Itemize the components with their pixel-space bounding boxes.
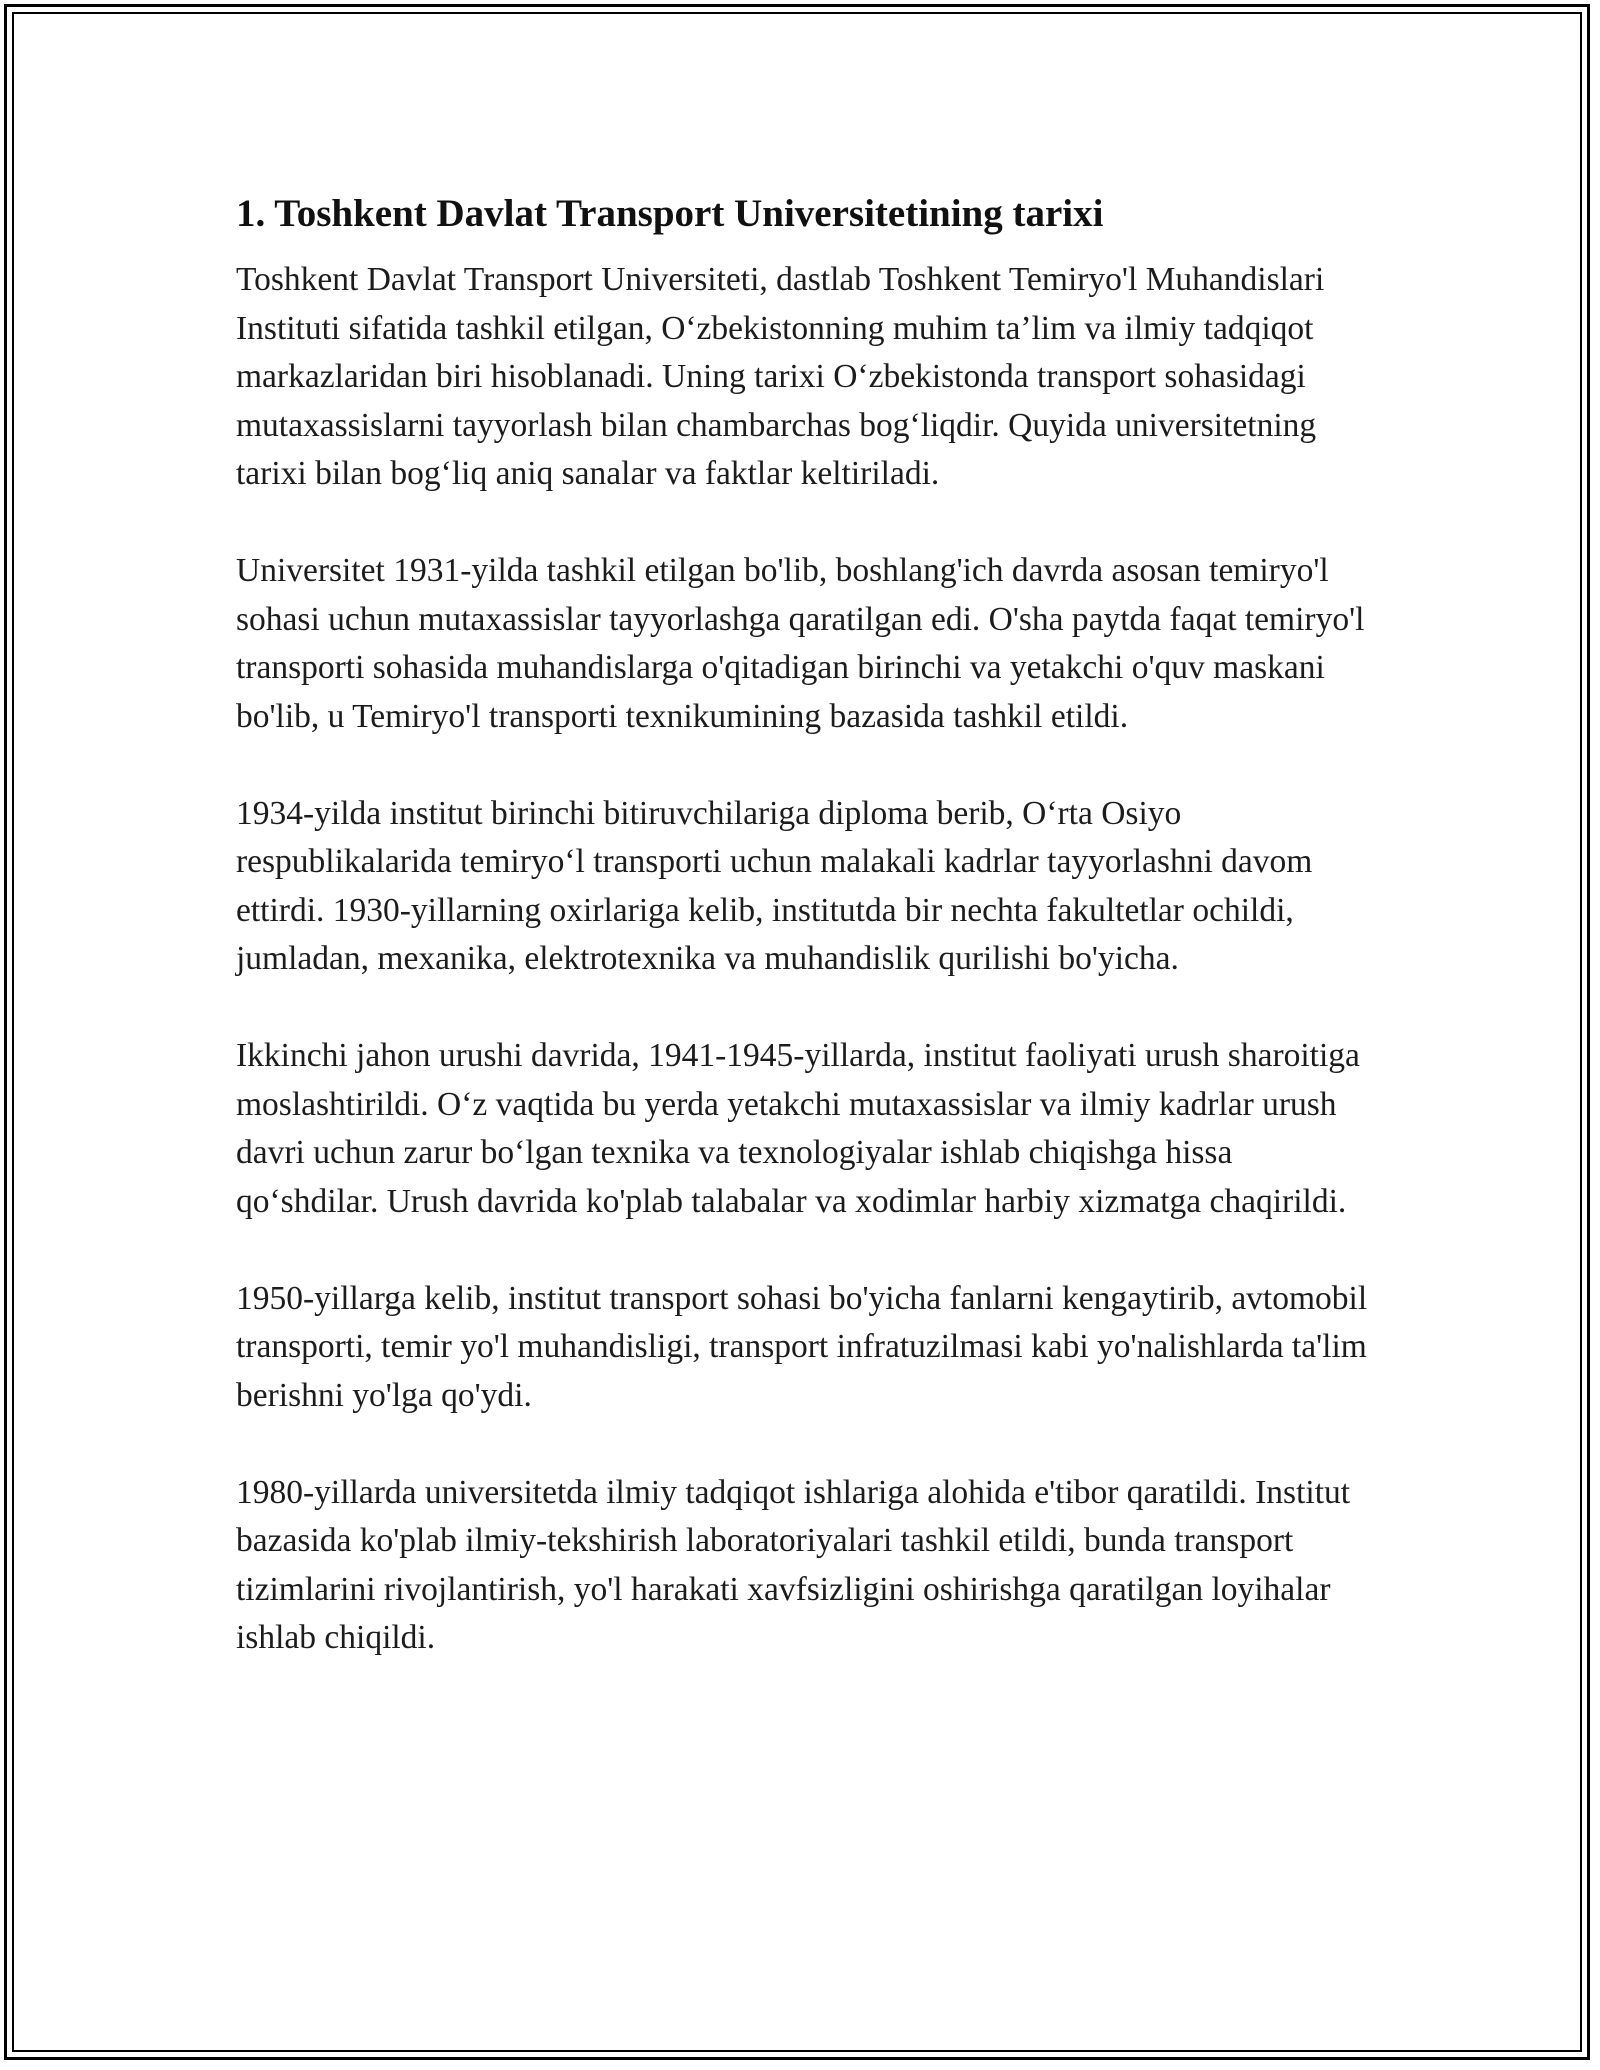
paragraph-1950s: 1950-yillarga kelib, institut transport sohasi bo'yicha fanlarni kengaytirib, avtomobil transporti, temir yo'l muhandisligi, transport infratuzilmasi kabi yo'nalishlarda ta'lim berishni yo'lga qo'ydi. xyxy=(236,1279,1368,1414)
paragraph-war-years: Ikkinchi jahon urushi davrida, 1941-1945-yillarda, institut faoliyati urush sharoitiga moslashtirildi. O‘z vaqtida bu yerda yetakchi mutaxassislar va ilmiy kadrlar urush davri uchun zarur bo‘lgan texnika va texnologiyalar ishlab chiqishga hissa qo‘shdilar. Urush davrida ko'plab talabalar va xodimlar harbiy xizmatga chaqirildi. xyxy=(236,1037,1360,1220)
section-heading: 1. Toshkent Davlat Transport Universitetining tarixi xyxy=(236,192,1104,235)
paragraph-intro: Toshkent Davlat Transport Universiteti, dastlab Toshkent Temiryo'l Muhandislari Instituti sifatida tashkil etilgan, O‘zbekistonning muhim ta’lim va ilmiy tadqiqot markazlaridan biri hisoblanadi. Uning tarixi O‘zbekistonda transport sohasidagi mutaxassislarni tayyorlash bilan chambarchas bog‘liqdir. Quyida universitetning tarixi bilan bog‘liq aniq sanalar va faktlar keltiriladi. xyxy=(236,261,1325,492)
paragraph-founding-1931: Universitet 1931-yilda tashkil etilgan bo'lib, boshlang'ich davrda asosan temiryo'l sohasi uchun mutaxassislar tayyorlashga qaratilgan edi. O'sha paytda faqat temiryo'l transporti sohasida muhandislarga o'qitadigan birinchi va yetakchi o'quv maskani bo'lib, u Temiryo'l transporti texnikumining bazasida tashkil etildi. xyxy=(236,552,1365,735)
paragraph-1934: 1934-yilda institut birinchi bitiruvchilariga diploma berib, O‘rta Osiyo respublikalarida temiryo‘l transporti uchun malakali kadrlar tayyorlashni davom ettirdi. 1930-yillarning oxirlariga kelib, institutda bir nechta fakultetlar ochildi, jumladan, mexanika, elektrotexnika va muhandislik qurilishi bo'yicha. xyxy=(236,794,1313,977)
paragraph-1980s: 1980-yillarda universitetda ilmiy tadqiqot ishlariga alohida e'tibor qaratildi. Institut bazasida ko'plab ilmiy-tekshirish laboratoriyalari tashkil etildi, bunda transport tizimlarini rivojlantirish, yo'l harakati xavfsizligini oshirishga qaratilgan loyihalar ishlab chiqildi. xyxy=(236,1473,1351,1656)
document-body xyxy=(236,188,1376,1711)
